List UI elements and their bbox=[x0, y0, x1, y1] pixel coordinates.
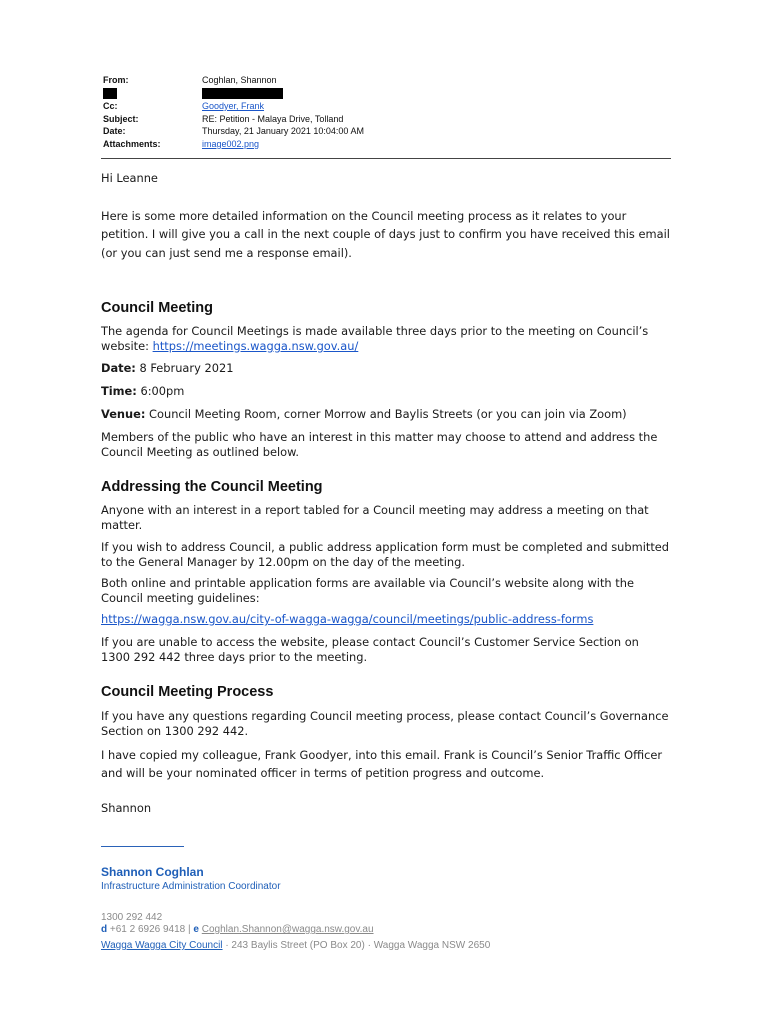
meeting-date: 8 February 2021 bbox=[139, 361, 234, 375]
venue-label-bold: Venue: bbox=[101, 407, 146, 421]
subject-label: Subject: bbox=[103, 114, 139, 124]
from-value: Coghlan, Shannon bbox=[202, 75, 277, 85]
meeting-venue: Council Meeting Room, corner Morrow and Baylis Streets (or you can join via Zoom) bbox=[149, 407, 627, 421]
addressing-paragraph-1: Anyone with an interest in a report tabled for a Council meeting may address a meeting on that matter. bbox=[101, 503, 649, 532]
subject-value: RE: Petition - Malaya Drive, Tolland bbox=[202, 114, 344, 124]
meetings-link[interactable]: https://meetings.wagga.nsw.gov.au/ bbox=[152, 338, 359, 353]
council-link[interactable]: Wagga Wagga City Council bbox=[101, 940, 223, 951]
agenda-text: The agenda for Council Meetings is made available three days prior to the meeting on Council’s website: bbox=[101, 324, 649, 353]
signature-divider bbox=[101, 846, 184, 847]
direct-label: d bbox=[101, 924, 108, 935]
signoff: Shannon bbox=[101, 801, 152, 815]
date-line bbox=[101, 361, 671, 376]
agenda-paragraph bbox=[101, 324, 671, 353]
date-value: Thursday, 21 January 2021 10:04:00 AM bbox=[202, 126, 364, 136]
process-paragraph-1: If you have any questions regarding Council meeting process, please contact Council’s Governance Section on 1300 292 442. bbox=[101, 709, 669, 738]
redacted-label bbox=[103, 88, 117, 99]
cc-link[interactable]: Goodyer, Frank bbox=[202, 101, 265, 111]
process-paragraph-2: I have copied my colleague, Frank Goodyer, into this email. Frank is Council’s Senior Traffic Officer and will be your nominated officer in terms of petition progress and outcome. bbox=[101, 748, 663, 781]
direct-phone: +61 2 6926 9418 bbox=[109, 924, 186, 935]
signature-address-line bbox=[101, 940, 490, 951]
attachment-link[interactable]: image002.png bbox=[202, 139, 260, 149]
email-header bbox=[103, 74, 663, 154]
addressing-heading: Addressing the Council Meeting bbox=[101, 479, 323, 495]
council-address: · 243 Baylis Street (PO Box 20) · Wagga Wagga NSW 2650 bbox=[222, 940, 491, 951]
attachments-label: Attachments: bbox=[103, 139, 161, 149]
venue-line bbox=[101, 407, 671, 422]
meeting-time: 6:00pm bbox=[140, 384, 185, 398]
greeting: Hi Leanne bbox=[101, 171, 158, 185]
public-address-forms-paragraph bbox=[101, 612, 671, 627]
signature-title: Infrastructure Administration Coordinator bbox=[101, 881, 281, 892]
time-label-bold: Time: bbox=[101, 384, 137, 398]
addressing-paragraph-3: Both online and printable application forms are available via Council’s website along with the Council meeting guidelines: bbox=[101, 576, 634, 605]
intro-paragraph: Here is some more detailed information on the Council meeting process as it relates to your petition. I will give you a call in the next couple of days just to confirm you have received this email (or you can just send me a response email). bbox=[101, 209, 670, 260]
addressing-paragraph-4: If you are unable to access the website, please contact Council’s Customer Service Section on 1300 292 442 three days prior to the meeting. bbox=[101, 635, 639, 664]
email-link[interactable]: Coghlan.Shannon@wagga.nsw.gov.au bbox=[201, 924, 374, 935]
email-label: e bbox=[193, 924, 199, 935]
from-label: From: bbox=[103, 75, 129, 85]
contact-separator: | bbox=[188, 924, 191, 935]
members-paragraph: Members of the public who have an interest in this matter may choose to attend and address the Council Meeting as outlined below. bbox=[101, 430, 658, 459]
addressing-paragraph-2: If you wish to address Council, a public address application form must be completed and submitted to the General Manager by 12.00pm on the day of the meeting. bbox=[101, 540, 670, 569]
council-meeting-heading: Council Meeting bbox=[101, 300, 213, 316]
redacted-value bbox=[202, 88, 283, 99]
cc-label: Cc: bbox=[103, 101, 118, 111]
signature-name: Shannon Coghlan bbox=[101, 865, 204, 879]
date-label-bold: Date: bbox=[101, 361, 136, 375]
header-divider bbox=[101, 158, 671, 159]
public-address-forms-link[interactable]: https://wagga.nsw.gov.au/city-of-wagga-wagga/council/meetings/public-address-forms bbox=[101, 612, 594, 626]
time-line bbox=[101, 384, 671, 399]
date-label: Date: bbox=[103, 126, 126, 136]
signature-contact-line bbox=[101, 924, 374, 935]
process-heading: Council Meeting Process bbox=[101, 684, 274, 700]
signature-phone: 1300 292 442 bbox=[101, 912, 163, 923]
